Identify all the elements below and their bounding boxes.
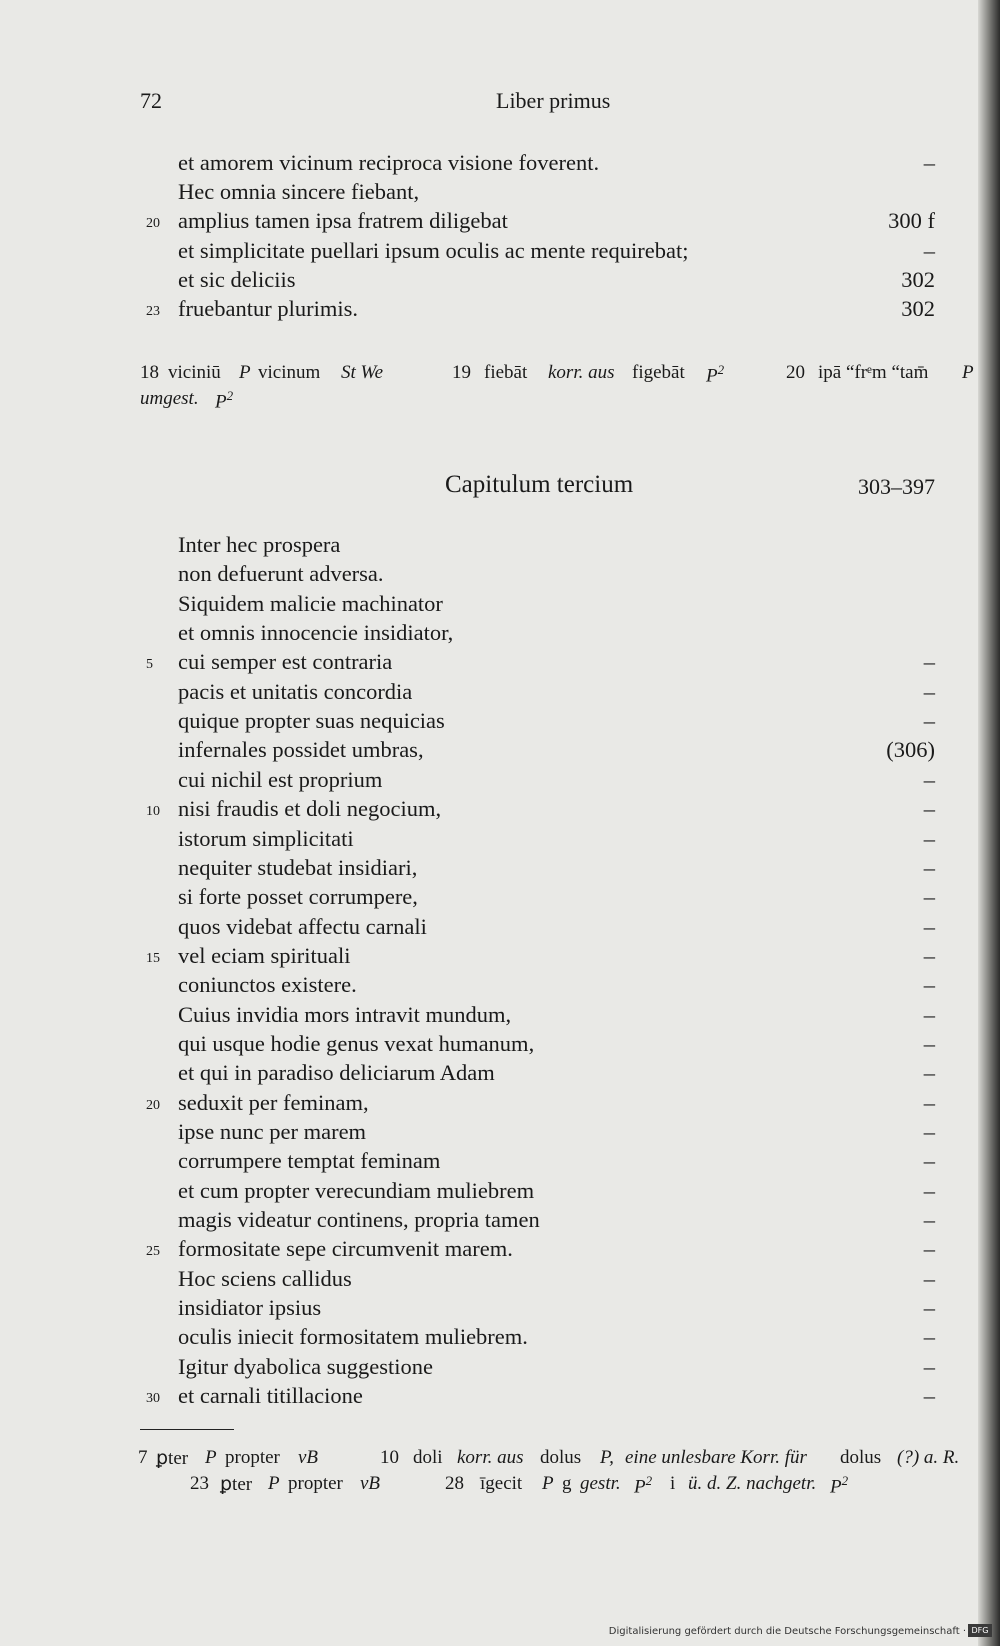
parallel-reference: 300 f — [888, 208, 935, 234]
parallel-reference: – — [923, 678, 935, 704]
verse-line — [0, 1060, 1000, 1089]
verse-line — [0, 591, 1000, 620]
verse-text: et amorem vicinum reciproca visione foverent. — [178, 150, 600, 175]
verse-text: vel eciam spirituali — [178, 942, 351, 968]
footnote-siglum: P — [205, 1447, 217, 1468]
verse-text: et cum propter verecundiam muliebrem — [178, 1177, 535, 1203]
parallel-reference: – — [923, 1236, 935, 1262]
parallel-reference: – — [923, 972, 935, 998]
verse-line — [0, 150, 1000, 179]
verse-text: amplius tamen ipsa fratrem diligebat — [178, 208, 508, 234]
footnote-number: 28 — [445, 1473, 464, 1494]
apparatus-lemma-number: 19 — [452, 362, 471, 383]
verse-line — [0, 737, 1000, 766]
verse-text: infernales possidet umbras, — [178, 737, 424, 763]
footnote-number: 10 — [380, 1447, 399, 1468]
apparatus-siglum: P — [962, 362, 974, 383]
page-number: 72 — [140, 88, 162, 113]
verse-line — [0, 1324, 1000, 1353]
line-number: 10 — [146, 804, 160, 820]
line-number: 30 — [146, 1391, 160, 1407]
verse-text: quique propter suas nequicias — [178, 708, 445, 734]
verse-text: si forte posset corrumpere, — [178, 884, 418, 910]
verse-line — [0, 855, 1000, 884]
verse-line — [0, 1383, 1000, 1412]
footnote-note: eine unlesbare Korr. für — [625, 1447, 807, 1468]
footnote-reading: dolus — [540, 1447, 582, 1468]
verse-line — [0, 179, 1000, 208]
footnote-note: (?) a. R. — [897, 1447, 960, 1468]
verse-line — [0, 620, 1000, 649]
footnote-siglum: P — [542, 1473, 554, 1494]
footnote-reading: propter — [288, 1473, 343, 1494]
footnote-reading: ꝑter — [156, 1448, 189, 1469]
verse-line — [0, 1031, 1000, 1060]
line-number: 23 — [146, 304, 160, 319]
verse-text: nisi fraudis et doli negocium, — [178, 796, 442, 822]
page-header — [0, 88, 1000, 118]
verse-text: et simplicitate puellari ipsum oculis ac mente requirebat; — [178, 237, 689, 263]
verse-text: et carnali titillacione — [178, 1383, 363, 1409]
verse-line — [0, 914, 1000, 943]
parallel-reference: – — [923, 649, 935, 675]
verse-text: cui nichil est proprium — [178, 766, 383, 792]
footnote-reading: propter — [225, 1447, 280, 1468]
verse-line — [0, 1236, 1000, 1265]
footnote-siglum: $P^2$ — [634, 1473, 653, 1498]
parallel-reference: – — [923, 913, 935, 939]
verse-line — [0, 943, 1000, 972]
footnote-note: ü. d. Z. nachgetr. — [688, 1473, 817, 1494]
apparatus-lemma-number: 20 — [786, 362, 805, 383]
parallel-reference: – — [923, 1353, 935, 1379]
verse-text: Hec omnia sincere fiebant, — [178, 179, 420, 205]
apparatus-note: korr. aus — [548, 362, 615, 383]
footnote-note: gestr. — [580, 1473, 621, 1494]
footnote-reading: i — [670, 1473, 676, 1494]
verse-line — [0, 826, 1000, 855]
verse-text: istorum simplicitati — [178, 825, 354, 851]
verse-text: Cuius invidia mors intravit mundum, — [178, 1001, 512, 1027]
verse-line — [0, 238, 1000, 267]
parallel-reference: – — [923, 766, 935, 792]
verse-line — [0, 296, 1000, 325]
parallel-reference: – — [923, 1265, 935, 1291]
parallel-reference: – — [923, 1383, 935, 1409]
apparatus-reading: ipā “frᵉm “tam̄ — [818, 362, 929, 383]
verse-text: cui semper est contraria — [178, 649, 393, 675]
verse-line — [0, 1354, 1000, 1383]
apparatus-reading: vicinum — [258, 362, 321, 383]
verse-text: fruebantur plurimis. — [178, 296, 358, 321]
parallel-reference: – — [923, 1030, 935, 1056]
parallel-reference: (306) — [886, 737, 935, 763]
apparatus-note: umgest. — [140, 388, 199, 409]
digitization-credit: Digitalisierung gefördert durch die Deutsche Forschungsgemeinschaft · — [608, 1626, 966, 1637]
verse-text: Siquidem malicie machinator — [178, 590, 443, 616]
footnote-rule — [140, 1429, 234, 1430]
verse-line — [0, 1295, 1000, 1324]
verse-line — [0, 679, 1000, 708]
parallel-reference: – — [923, 1295, 935, 1321]
footnote-number: 23 — [190, 1473, 209, 1494]
verse-text: coniunctos existere. — [178, 972, 357, 998]
parallel-reference: – — [923, 1324, 935, 1350]
footnote-siglum: vB — [360, 1473, 381, 1494]
footnote-siglum: P, — [600, 1447, 614, 1468]
verse-text: et omnis innocencie insidiator, — [178, 620, 454, 646]
verse-line — [0, 208, 1000, 237]
verse-text: et qui in paradiso deliciarum Adam — [178, 1060, 495, 1086]
footnote-reading: doli — [413, 1447, 443, 1468]
verse-line — [0, 767, 1000, 796]
verse-line — [0, 561, 1000, 590]
parallel-reference: – — [923, 1207, 935, 1233]
verse-line — [0, 1119, 1000, 1148]
apparatus-reading: figebāt — [632, 362, 685, 383]
line-number: 25 — [146, 1244, 160, 1260]
footnote-number: 7 — [138, 1447, 148, 1468]
parallel-reference: – — [923, 825, 935, 851]
verse-text: pacis et unitatis concordia — [178, 678, 413, 704]
verse-line — [0, 1002, 1000, 1031]
verse-line — [0, 796, 1000, 825]
parallel-reference: 302 — [901, 296, 935, 321]
line-number: 20 — [146, 216, 160, 232]
parallel-reference: – — [923, 708, 935, 734]
parallel-reference: – — [923, 1089, 935, 1115]
verse-text: ipse nunc per marem — [178, 1119, 367, 1144]
parallel-reference: – — [923, 942, 935, 968]
verse-text: formositate sepe circumvenit marem. — [178, 1236, 513, 1262]
apparatus-lemma-number: 18 — [140, 362, 159, 383]
parallel-reference: – — [923, 1001, 935, 1027]
parallel-reference: – — [923, 1060, 935, 1086]
verse-line — [0, 1148, 1000, 1177]
footnote-siglum: P — [268, 1473, 280, 1494]
parallel-reference: – — [923, 150, 935, 175]
apparatus-upper — [0, 362, 1000, 414]
footnote-reading: ꝑter — [220, 1474, 253, 1495]
parallel-reference: – — [923, 1177, 935, 1203]
verse-line — [0, 884, 1000, 913]
chapter-title: Capitulum tercium — [445, 471, 634, 498]
parallel-reference: – — [923, 884, 935, 910]
verse-line — [0, 1178, 1000, 1207]
parallel-reference: 302 — [901, 266, 935, 292]
running-head: Liber primus — [496, 88, 611, 113]
verse-line — [0, 532, 1000, 561]
footnote-reading: dolus — [840, 1447, 882, 1468]
footnote-reading: g — [562, 1473, 572, 1494]
dfg-logo: DFG — [968, 1624, 992, 1637]
apparatus-siglum: $P^2$ — [215, 388, 234, 413]
footnote-siglum: vB — [298, 1447, 319, 1468]
verse-text: qui usque hodie genus vexat humanum, — [178, 1030, 535, 1056]
parallel-reference: – — [923, 854, 935, 880]
verse-text: seduxit per feminam, — [178, 1089, 369, 1115]
verse-text: magis videatur continens, propria tamen — [178, 1207, 540, 1233]
apparatus-reading: fiebāt — [484, 362, 528, 383]
line-number: 5 — [146, 657, 153, 673]
parallel-reference: – — [923, 796, 935, 822]
parallel-reference: – — [923, 1148, 935, 1174]
verse-line — [0, 1266, 1000, 1295]
footnote-reading: īgecit — [480, 1473, 523, 1494]
verse-text: Hoc sciens callidus — [178, 1265, 352, 1291]
apparatus-siglum: $P^2$ — [706, 362, 725, 387]
verse-text: Igitur dyabolica suggestione — [178, 1353, 433, 1379]
line-number: 15 — [146, 950, 160, 966]
apparatus-reading: viciniū — [168, 362, 221, 383]
verse-text: Inter hec prospera — [178, 532, 341, 557]
footnote-siglum: $P^2$ — [830, 1473, 849, 1498]
footnote-note: korr. aus — [457, 1447, 524, 1468]
verse-text: insidiator ipsius — [178, 1295, 322, 1321]
parallel-reference: – — [923, 1119, 935, 1144]
verse-line — [0, 708, 1000, 737]
verse-text: nequiter studebat insidiari, — [178, 854, 418, 880]
verse-text: et sic deliciis — [178, 266, 296, 292]
verse-line — [0, 972, 1000, 1001]
parallel-reference: – — [923, 237, 935, 263]
apparatus-siglum: St We — [341, 362, 384, 383]
verse-line — [0, 267, 1000, 296]
apparatus-siglum: P — [239, 362, 251, 383]
verse-text: non defuerunt adversa. — [178, 561, 384, 587]
verse-text: oculis iniecit formositatem muliebrem. — [178, 1324, 528, 1350]
verse-text: quos videbat affectu carnali — [178, 913, 427, 939]
verse-line — [0, 1090, 1000, 1119]
verse-line — [0, 1207, 1000, 1236]
verse-text: corrumpere temptat feminam — [178, 1148, 441, 1174]
line-number: 20 — [146, 1097, 160, 1113]
chapter-range: 303–397 — [858, 474, 935, 499]
verse-line — [0, 649, 1000, 678]
